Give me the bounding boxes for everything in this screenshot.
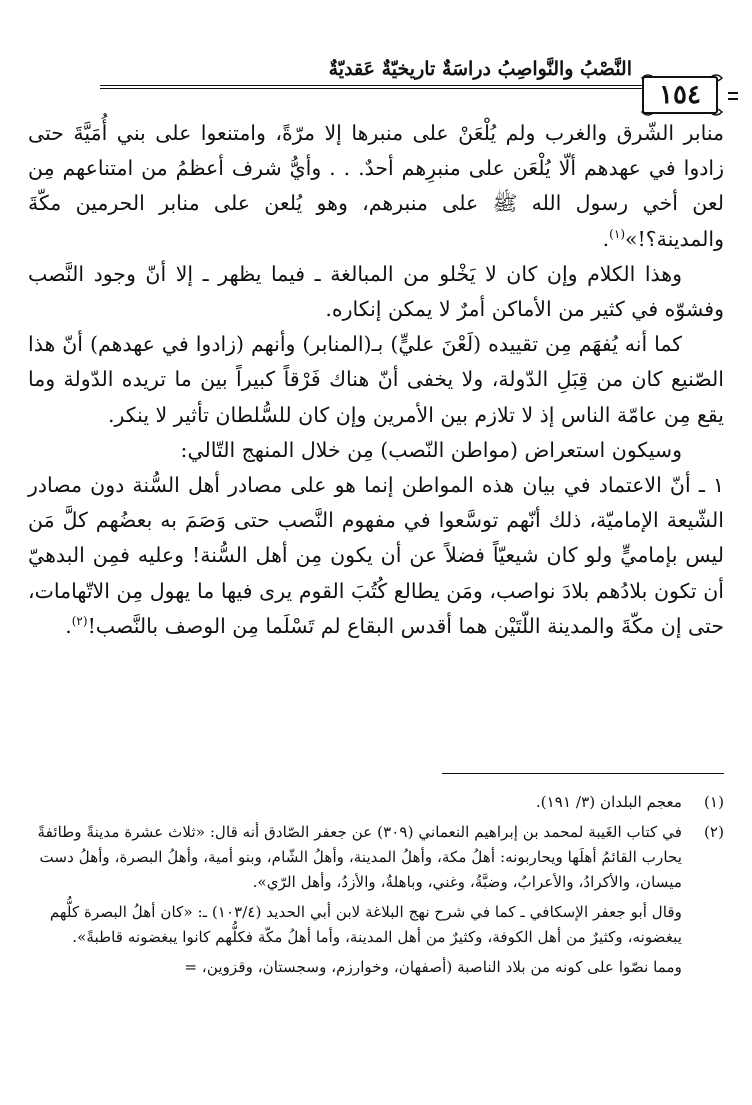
- paragraph: وهذا الكلام وإن كان لا يَخْلو من المبالغة ـ فيما يظهر ـ إلا أنّ وجود النَّصب وفشوّه في كثير من الأماكن أمرٌ لا يمكن إنكاره.: [28, 261, 724, 322]
- footnote-number: (١): [703, 793, 724, 811]
- footnotes: [28, 790, 724, 985]
- footnote-2: [28, 820, 724, 895]
- footnote-1: [28, 790, 724, 815]
- footnote-number: (٢): [703, 823, 724, 841]
- paragraph: ١ ـ أنّ الاعتماد في بيان هذه المواطن إنما هو على مصادر أهل السُّنة دون مصادر الشّيعة الإماميّة، ذلك أنّهم توسَّعوا في مفهوم النَّصب حتى وَصَمَ به بعضُهم كلَّ مَن ليس بإماميٍّ ولو كان شيعيّاً فضلاً عن أن يكون مِن أهل السُّنة! وعليه فمِن البدهيّ أن تكون بلادُهم بلادَ نواصب، ومَن يطالع كُتُبَ القوم يرى فيها ما يهول مِن الاتّهامات، حتى إن مكّةَ والمدينة اللّتَيْن هما أقدس البقاع لم تَسْلَما مِن الوصف بالنَّصب!$^{(٢)}$.: [28, 473, 724, 638]
- footnote-separator: [442, 773, 724, 774]
- main-text: [28, 116, 724, 644]
- paragraph: منابر الشّرق والغرب ولم يُلْعَنْ على منبرها إلا مرّةً، وامتنعوا على بني أُمَيَّةَ حتى زادوا في عهدهم ألّا يُلْعَن على منبرِهم أحدٌ. . . وأيُّ شرف أعظمُ من امتناعهم مِن لعن أخي رسول الله ﷺ على منبرهم، وهو يُلعن على منابر الحرمين مكّةَ والمدينة؟!»$^{(١)}$.: [28, 121, 724, 251]
- footnote-continuation: وقال أبو جعفر الإسكافي ـ كما في شرح نهج البلاغة لابن أبي الحديد (١٠٣/٤) ـ: «كان أهلُ البصرة كلُّهم يبغضونه، وكثيرٌ من أهل الكوفة، وكثيرٌ من أهل المدينة، وأما أهلُ مكّة فكلُّهم كانوا يبغضونه قاطبةً».: [49, 903, 682, 946]
- footnote-ref: (٢): [71, 614, 88, 629]
- paragraph: وسيكون استعراض (مواطن النّصب) مِن خلال المنهج التّالي:: [180, 437, 682, 462]
- header-dash: [728, 92, 738, 94]
- header-dash: [728, 98, 738, 100]
- footnote-continuation: ومما نصّوا على كونه من بلاد الناصبة (أصفهان، وخوارزم، وسجستان، وقزوين، =: [184, 958, 682, 976]
- page-number: ١٥٤: [642, 76, 718, 114]
- footnote-text: في كتاب الغَيبة لمحمد بن إبراهيم النعماني (٣٠٩) عن جعفر الصّادق أنه قال: «ثلاث عشرة مدينةً وطائفةً يحارب القائمُ أهلَها ويحاربونه: أهلُ مكة، وأهلُ المدينة، وأهلُ الشّام، وبنو أمية، وأهلُ البصرة، وأهلُ دست ميسان، والأكرادُ، والأعرابُ، وضبَّةُ، وغني، وباهلةُ، والأزدُ، وأهل الرّي».: [37, 823, 682, 891]
- running-title: النَّصْبُ والنَّواصِبُ دراسَةٌ تاريخيّةٌ عَقديّةٌ: [328, 58, 632, 80]
- footnote-text: معجم البلدان (٣/ ١٩١).: [535, 793, 682, 811]
- paragraph: كما أنه يُفهَم مِن تقييده (لَعْنَ عليٍّ) بـ(المنابر) وأنهم (زادوا في عهدهم) أنّ هذا الصّنيع كان من قِبَلِ الدّولة، ولا يخفى أنّ هناك فَرْقاً كبيراً بين ما تريده الدّولة وما يقع مِن عامّة الناس إذ لا تلازم بين الأمرين وإن كان للسُّلطان تأثير لا ينكر.: [28, 332, 724, 427]
- header-rule: [100, 85, 652, 89]
- footnote-ref: (١): [609, 226, 625, 241]
